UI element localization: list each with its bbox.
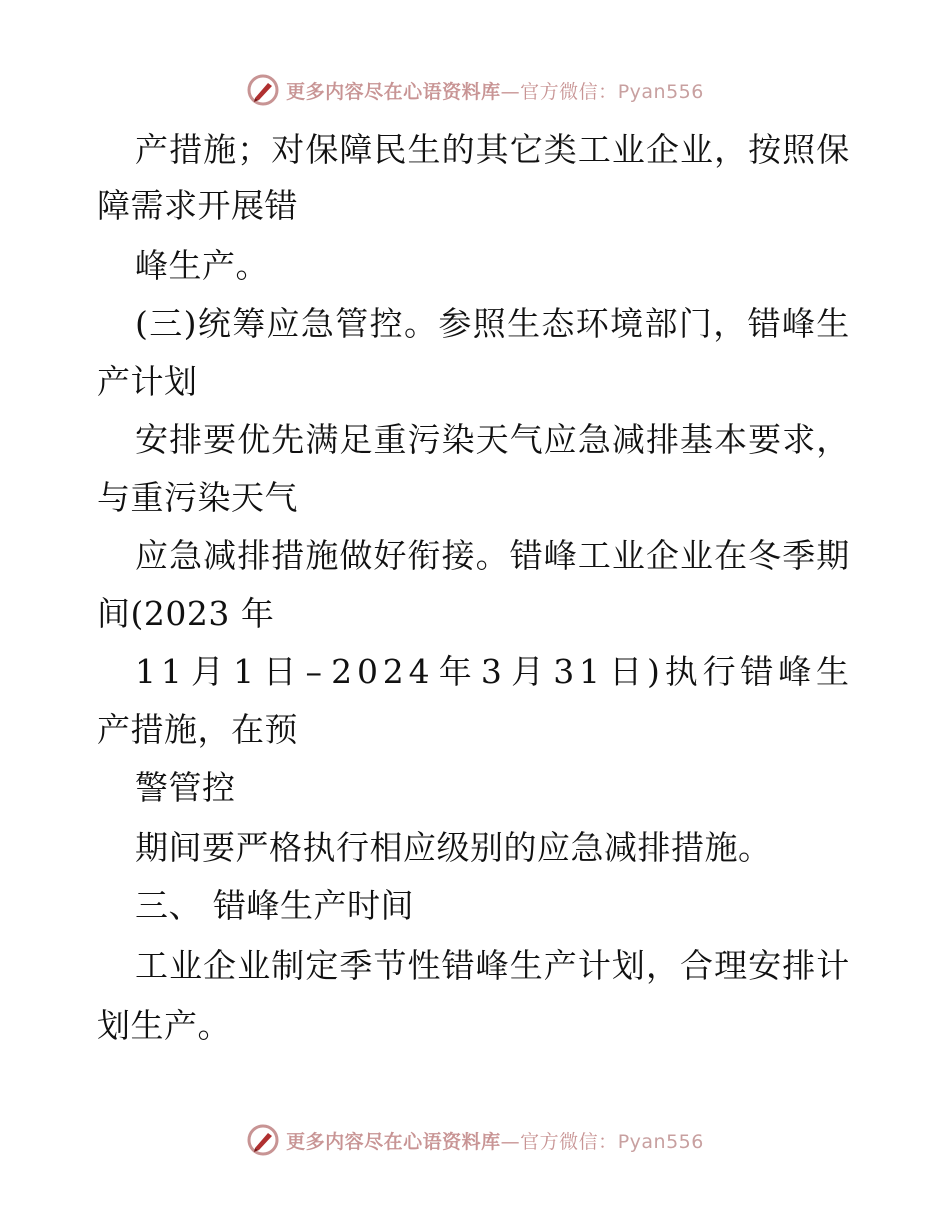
text-line: 工 业 企 业 制 定 季 节 性 错 峰 生 产 计 划 ， 合 理 安 排 计 bbox=[135, 946, 850, 985]
text-line: 划生产。 bbox=[97, 1006, 231, 1045]
text-line: 应 急 减 排 措 施 做 好 衔 接 。 错 峰 工 业 企 业 在 冬 季 期 bbox=[135, 536, 850, 575]
watermark-label: 官方微信： bbox=[520, 1130, 618, 1153]
text-line: 障需求开展错 bbox=[97, 186, 298, 225]
text-line: 产 措 施 ； 对 保 障 民 生 的 其 它 类 工 业 企 业 ， 按 照 保 bbox=[135, 130, 850, 169]
watermark-brand: 更多内容尽在心语资料库 bbox=[286, 80, 501, 103]
text-line: 峰生产。 bbox=[135, 246, 269, 285]
footer-watermark bbox=[0, 1120, 950, 1160]
watermark-separator: — bbox=[500, 80, 521, 103]
text-line: 期间要严格执行相应级别的应急减排措施。 bbox=[135, 828, 772, 867]
watermark-handle: Pyan556 bbox=[617, 80, 704, 103]
watermark-label: 官方微信： bbox=[520, 80, 618, 103]
text-line: 间(2023 年 bbox=[97, 594, 275, 633]
header-watermark bbox=[0, 70, 950, 110]
watermark-separator: — bbox=[500, 1130, 521, 1153]
text-line: 安 排 要 优 先 满 足 重 污 染 天 气 应 急 减 排 基 本 要 求 ， bbox=[135, 420, 850, 459]
text-line: 产措施，在预 bbox=[97, 710, 298, 749]
text-line: 1 1 月 1 日 – 2 0 2 4 年 3 月 3 1 日 ) 执 行 错 峰 生 bbox=[135, 652, 850, 691]
text-line: 警管控 bbox=[135, 768, 236, 807]
pen-circle-logo-icon bbox=[246, 73, 280, 107]
pen-circle-logo-icon bbox=[246, 1123, 280, 1157]
watermark-brand: 更多内容尽在心语资料库 bbox=[286, 1130, 501, 1153]
text-line: 产计划 bbox=[97, 362, 198, 401]
section-heading: ( 三 ) 统 筹 应 急 管 控 。 参 照 生 态 环 境 部 门 ， 错 峰 生 bbox=[135, 304, 850, 343]
section-heading: 三、 错峰生产时间 bbox=[135, 886, 414, 925]
watermark-handle: Pyan556 bbox=[617, 1130, 704, 1153]
text-line: 与重污染天气 bbox=[97, 478, 298, 517]
